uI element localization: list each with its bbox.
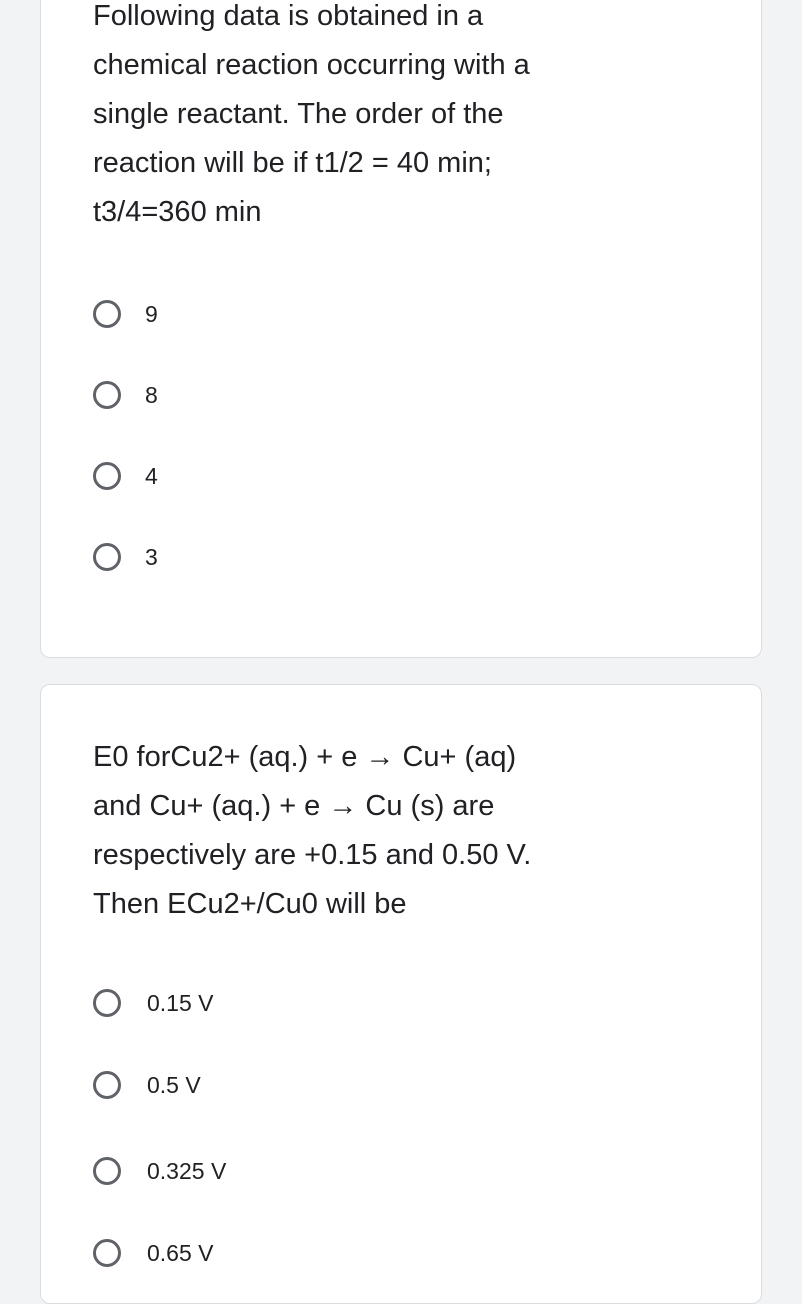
radio-button[interactable] (93, 989, 121, 1017)
radio-button[interactable] (93, 300, 121, 328)
question-card-2 (40, 684, 762, 1304)
option-label: 3 (145, 543, 158, 570)
option-label: 4 (145, 462, 158, 489)
radio-button[interactable] (93, 1071, 121, 1099)
question-2-text: E0 forCu2+ (aq.) + e → Cu+ (aq) and Cu+ (aq.) + e → Cu (s) are respectively are +0.15 and 0.50 V. Then ECu2+/Cu0 will be (93, 741, 532, 920)
radio-button[interactable] (93, 1157, 121, 1185)
option-2-3[interactable] (93, 1151, 226, 1191)
option-label: 0.325 V (147, 1157, 227, 1184)
option-label: 0.15 V (147, 989, 214, 1016)
radio-button[interactable] (93, 381, 121, 409)
option-label: 0.65 V (147, 1239, 214, 1266)
option-1-4[interactable] (93, 537, 158, 577)
option-label: 9 (145, 300, 158, 327)
radio-button[interactable] (93, 543, 121, 571)
question-card-1 (40, 0, 762, 658)
radio-button[interactable] (93, 462, 121, 490)
option-label: 8 (145, 381, 158, 408)
option-1-2[interactable] (93, 375, 158, 415)
question-1-text: Following data is obtained in a chemical reaction occurring with a single reactant. The order of the reaction will be if t1/2 = 40 min; t3/4=360 min (93, 0, 530, 228)
option-label: 0.5 V (147, 1071, 201, 1098)
radio-button[interactable] (93, 1239, 121, 1267)
option-2-1[interactable] (93, 983, 214, 1023)
option-2-4[interactable] (93, 1233, 214, 1273)
option-1-1[interactable] (93, 294, 158, 334)
option-1-3[interactable] (93, 456, 158, 496)
option-2-2[interactable] (93, 1065, 201, 1105)
